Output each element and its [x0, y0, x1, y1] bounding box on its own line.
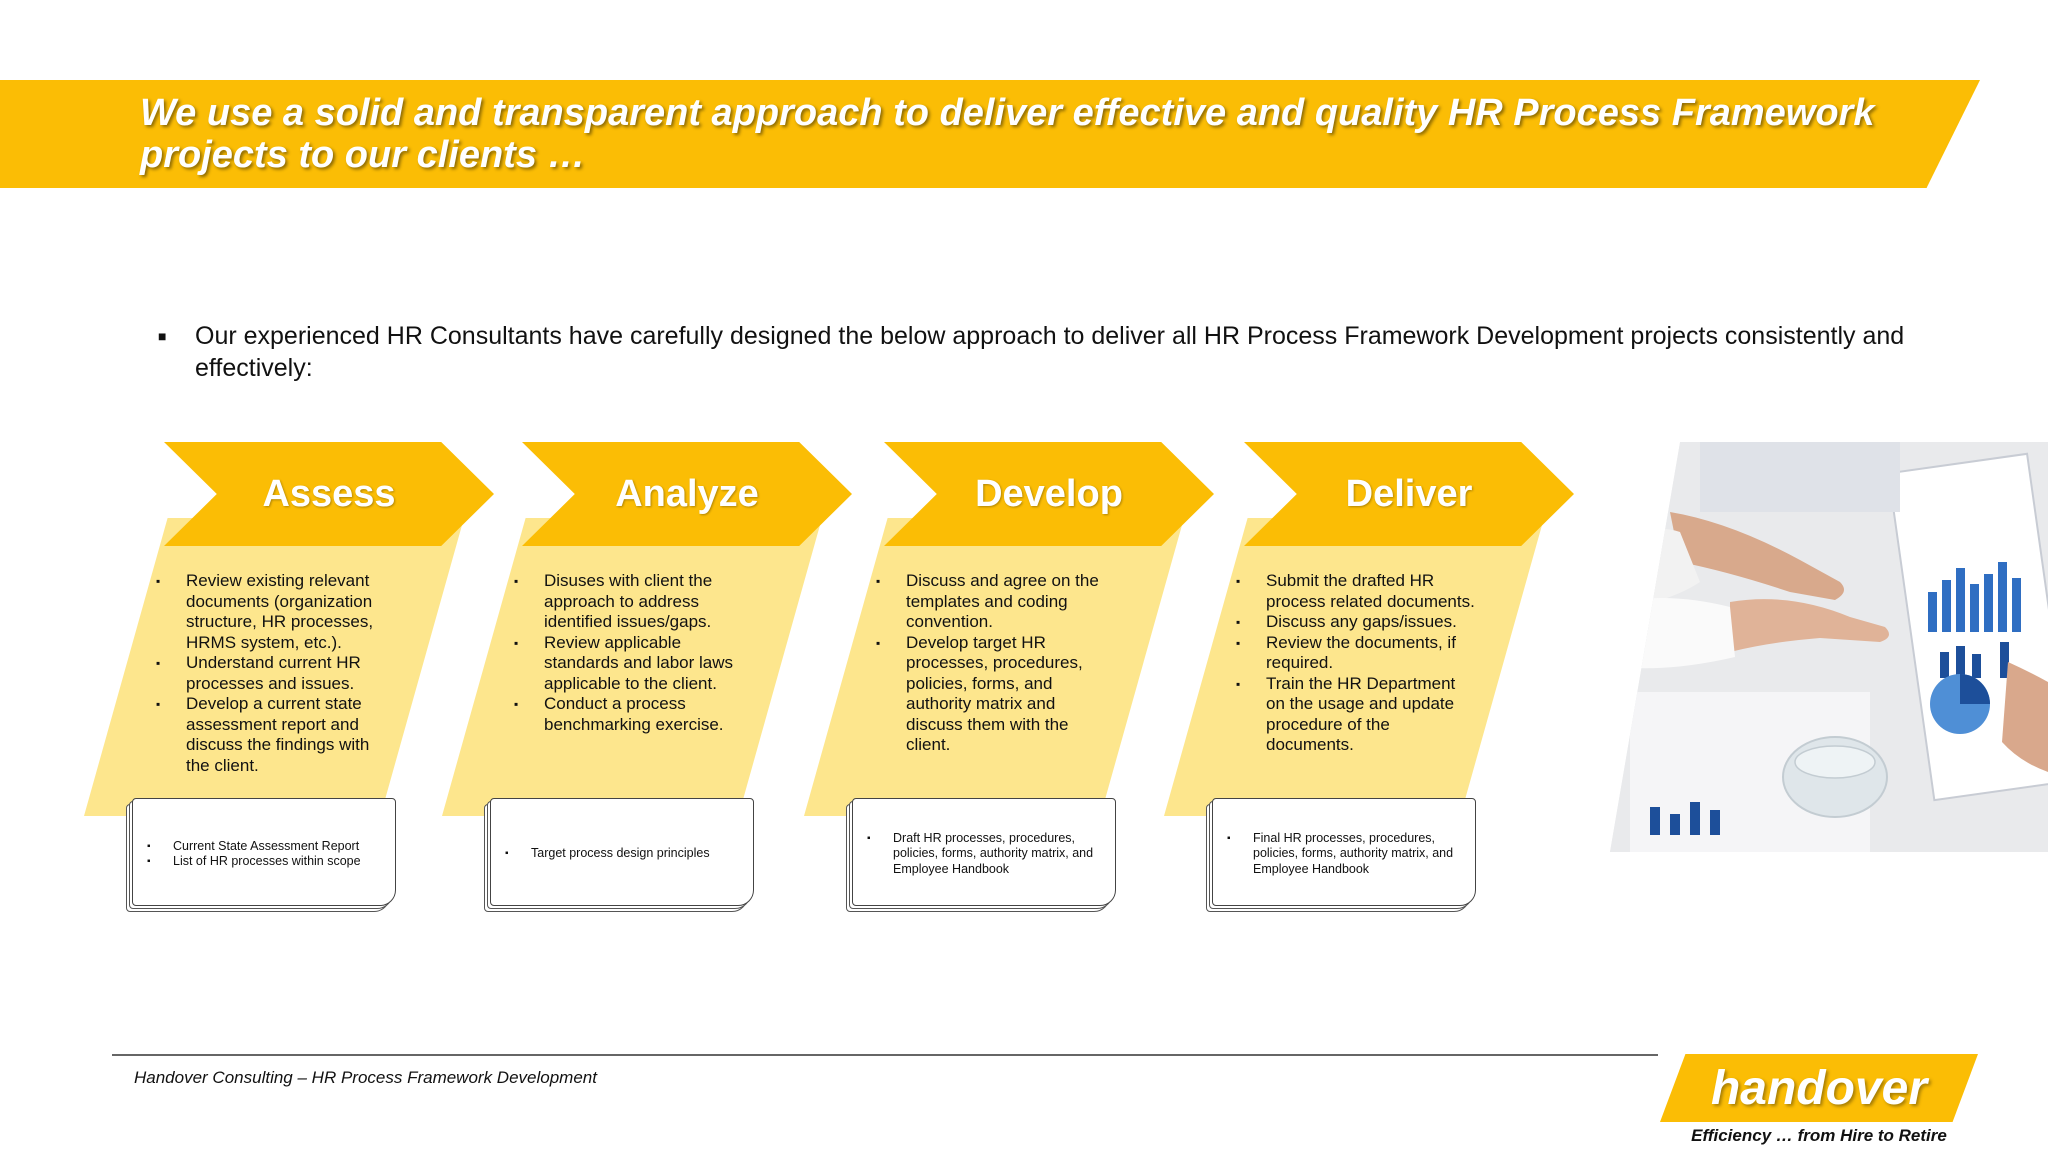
footer-divider — [112, 1054, 1658, 1056]
output-item: ▪ Draft HR processes, procedures, policies, forms, authority matrix, and Employee Handbook — [863, 831, 1097, 878]
phase-title: Assess — [262, 472, 396, 515]
phase-analyze — [442, 440, 822, 920]
output-item: ▪ Current State Assessment Report — [143, 839, 377, 855]
output-document-stack — [846, 796, 1110, 906]
activity-item: ▪ Disuses with client the approach to address identified issues/gaps. — [514, 571, 754, 633]
activity-item: ▪ Understand current HR processes and issues. — [156, 653, 396, 694]
activity-item: ▪ Review existing relevant documents (organization structure, HR processes, HRMS system, etc.). — [156, 571, 396, 653]
phase-title: Analyze — [615, 472, 759, 515]
activity-item: ▪ Develop a current state assessment report and discuss the findings with the client. — [156, 694, 396, 776]
activity-item: ▪ Review the documents, if required. — [1236, 633, 1476, 674]
output-item: ▪ Final HR processes, procedures, policies, forms, authority matrix, and Employee Handbook — [1223, 831, 1457, 878]
activity-list — [514, 571, 754, 735]
activity-item: ▪ Develop target HR processes, procedures, policies, forms, and authority matrix and discuss them with the client. — [876, 633, 1116, 756]
intro-text: Our experienced HR Consultants have carefully designed the below approach to deliver all HR Process Framework Development projects consistently and effectively: — [195, 322, 1905, 382]
output-item: ▪ List of HR processes within scope — [143, 854, 377, 870]
intro-paragraph — [158, 320, 1918, 384]
document-sheet — [1212, 798, 1476, 906]
output-list — [501, 809, 735, 899]
document-sheet — [852, 798, 1116, 906]
photo-illustration — [1610, 442, 2048, 852]
output-document-stack — [1206, 796, 1470, 906]
activity-item: ▪ Review applicable standards and labor laws applicable to the client. — [514, 633, 754, 695]
output-document-stack — [484, 796, 748, 906]
business-meeting-photo — [1610, 442, 2048, 852]
activity-item: ▪ Discuss and agree on the templates and coding convention. — [876, 571, 1116, 633]
activity-list — [1236, 571, 1476, 756]
activity-item: ▪ Conduct a process benchmarking exercise. — [514, 694, 754, 735]
activity-item: ▪ Discuss any gaps/issues. — [1236, 612, 1476, 633]
phase-assess — [84, 440, 464, 920]
activity-item: ▪ Submit the drafted HR process related documents. — [1236, 571, 1476, 612]
output-document-stack — [126, 796, 390, 906]
company-tagline: Efficiency … from Hire to Retire — [1691, 1126, 1947, 1145]
document-sheet — [490, 798, 754, 906]
phase-title: Deliver — [1345, 472, 1473, 515]
output-item: ▪ Target process design principles — [501, 846, 735, 862]
activity-list — [156, 571, 396, 776]
company-logo: handover — [1710, 1061, 1928, 1115]
phase-deliver — [1164, 440, 1544, 920]
page-title: We use a solid and transparent approach to deliver effective and quality HR Process Framework projects to our clients … — [140, 92, 1875, 176]
output-list — [1223, 809, 1457, 899]
footer-text: Handover Consulting – HR Process Framework Development — [134, 1068, 597, 1087]
square-bullet-icon: ■ — [158, 328, 167, 344]
phase-title: Develop — [975, 472, 1123, 515]
output-list — [143, 809, 377, 899]
document-sheet — [132, 798, 396, 906]
activity-list — [876, 571, 1116, 756]
phase-develop — [804, 440, 1184, 920]
output-list — [863, 809, 1097, 899]
activity-item: ▪ Train the HR Department on the usage and update procedure of the documents. — [1236, 674, 1476, 756]
